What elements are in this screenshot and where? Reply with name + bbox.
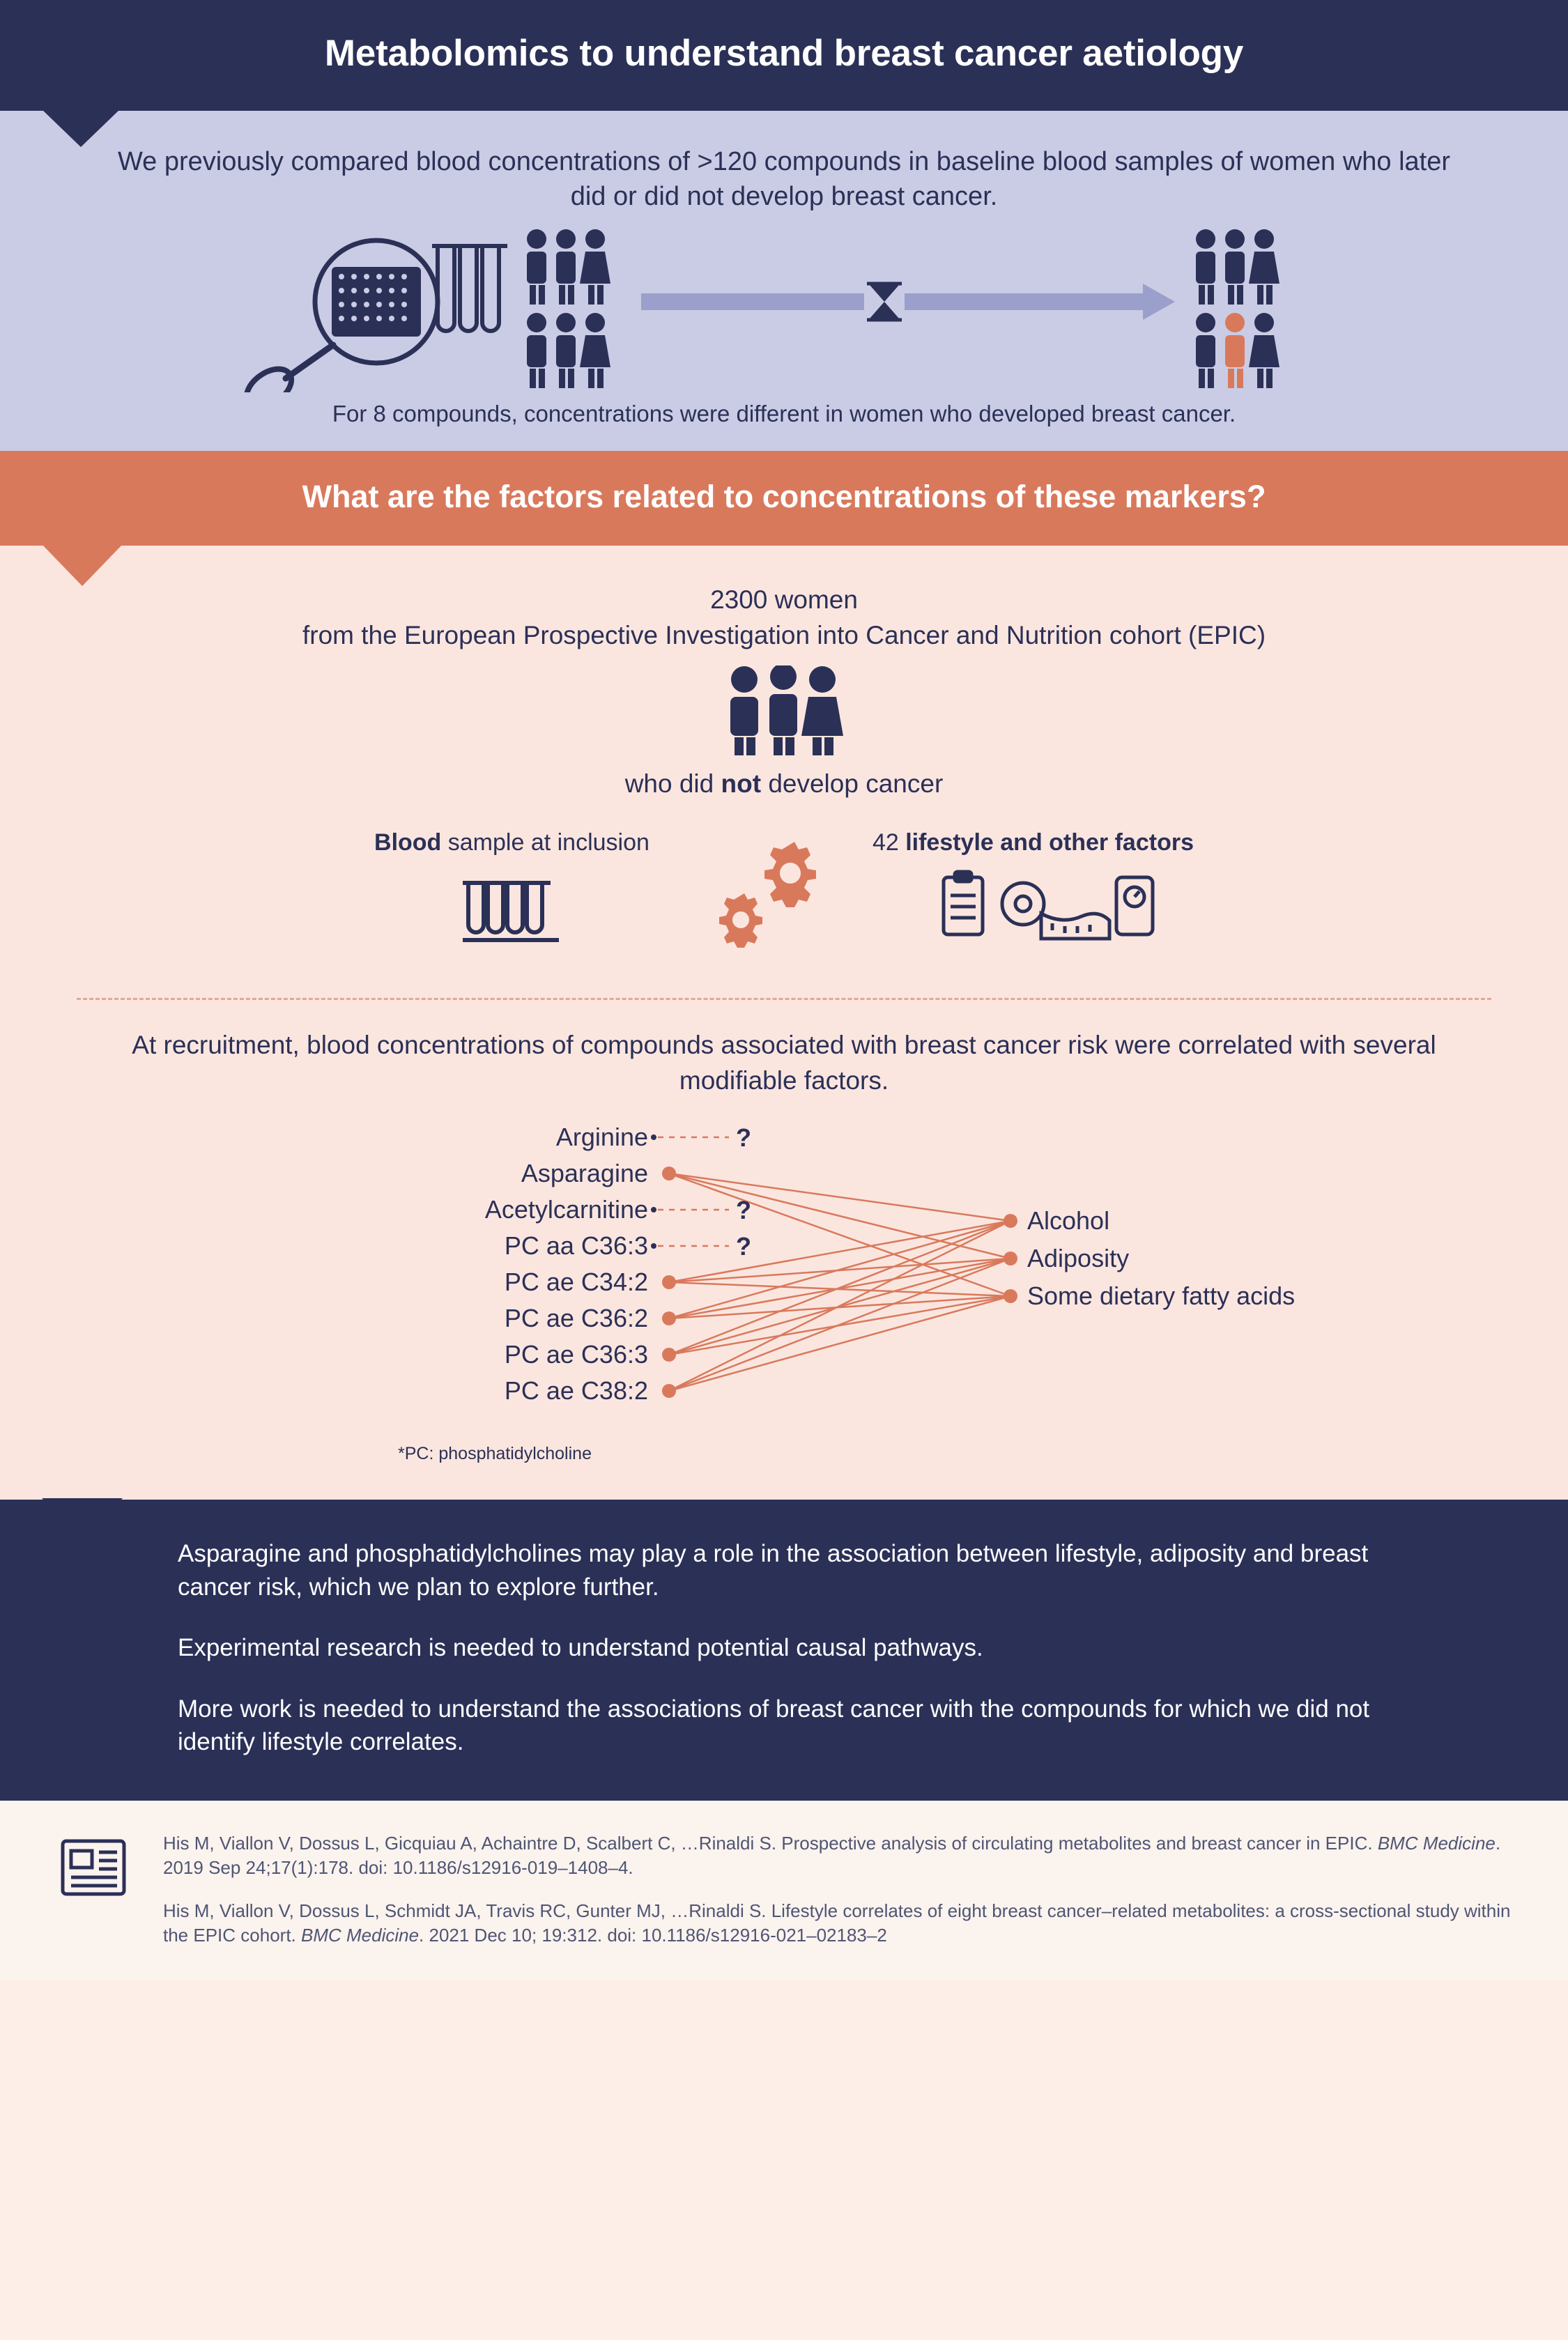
metabolite-node <box>662 1167 676 1180</box>
magnifier-icon <box>240 240 438 392</box>
factor-label: Alcohol <box>1027 1206 1110 1236</box>
conclusions-band <box>0 1500 1568 1801</box>
unknown-marker: ? <box>736 1232 751 1261</box>
reference-pre: His M, Viallon V, Dossus L, Schmidt JA, Travis RC, Gunter MJ, …Rinaldi S. Lifestyle correlates of eight breast cancer–related metabolites: a cross-sectional study within the EPIC cohort. <box>163 1900 1511 1946</box>
metabolite-label: Acetylcarnitine <box>484 1195 648 1224</box>
network-link <box>669 1221 1010 1391</box>
correlation-network <box>56 1116 1512 1479</box>
time-arrow-icon <box>641 282 1175 321</box>
previous-study-band <box>0 111 1568 451</box>
metabolite-small-dot <box>651 1134 656 1140</box>
previous-study-graphic <box>56 218 1512 392</box>
blood-caption-bold: Blood <box>374 829 442 856</box>
network-link <box>669 1173 1010 1221</box>
metabolite-small-dot <box>651 1207 656 1213</box>
page-title: Metabolomics to understand breast cancer aetiology <box>324 33 1244 74</box>
metabolite-node <box>662 1384 676 1398</box>
reference-post: . 2019 Sep 24;17(1):178. doi: 10.1186/s12916-019–1408–4. <box>163 1833 1501 1879</box>
question-text: What are the factors related to concentrations of these markers? <box>302 479 1266 515</box>
metabolite-label: PC ae C36:2 <box>504 1304 648 1333</box>
network-link <box>669 1221 1010 1355</box>
question-band <box>0 451 1568 546</box>
conclusion-item: Experimental research is needed to understand potential causal pathways. <box>178 1634 983 1662</box>
title-band <box>0 0 1568 111</box>
reference-post: . 2021 Dec 10; 19:312. doi: 10.1186/s12916-021–02183–2 <box>419 1925 887 1946</box>
newspaper-icon <box>56 1829 132 1909</box>
clipboard-icon <box>944 872 983 934</box>
lifestyle-caption-bold: lifestyle and other factors <box>905 829 1194 856</box>
network-link <box>669 1296 1010 1391</box>
cohort-count: 2300 women <box>710 585 858 615</box>
test-tubes-icon <box>432 246 507 331</box>
metabolite-label: PC ae C34:2 <box>504 1268 648 1297</box>
section-divider <box>77 998 1491 1000</box>
metabolite-label: PC aa C36:3 <box>504 1231 648 1261</box>
metabolite-label: Arginine <box>555 1123 648 1152</box>
metabolite-node <box>662 1311 676 1325</box>
hourglass-icon <box>864 282 905 321</box>
who-suffix: develop cancer <box>761 769 944 799</box>
pc-footnote: *PC: phosphatidylcholine <box>398 1444 592 1464</box>
title-notch <box>42 109 120 147</box>
conclusions-notch <box>42 1498 123 1540</box>
metabolite-label: PC ae C38:2 <box>504 1376 648 1406</box>
reference-journal: BMC Medicine <box>1377 1833 1496 1854</box>
factor-node <box>1004 1289 1017 1303</box>
lifestyle-caption-prefix: 42 <box>872 829 906 856</box>
gears-icon <box>691 833 831 962</box>
weight-scale-icon <box>1116 877 1153 934</box>
cohort-who-line <box>56 769 1512 799</box>
factor-node <box>1004 1252 1017 1265</box>
previous-study-lead: We previously compared blood concentrations of >120 compounds in baseline blood samples of women who later did or did not develop breast cancer. <box>117 147 1451 212</box>
factor-node <box>1004 1214 1017 1228</box>
references-band <box>0 1801 1568 1980</box>
blood-caption-rest: sample at inclusion <box>441 829 650 856</box>
metabolite-small-dot <box>651 1243 656 1249</box>
reference-journal: BMC Medicine <box>300 1925 420 1946</box>
conclusion-item: More work is needed to understand the associations of breast cancer with the compounds for which we did not identify lifestyle correlates. <box>178 1695 1370 1756</box>
previous-study-result: For 8 compounds, concentrations were different in women who developed breast cancer. <box>332 401 1236 427</box>
cohort-people-icon <box>56 665 1512 760</box>
test-tubes-icon <box>435 868 588 951</box>
factor-label: Some dietary fatty acids <box>1027 1281 1296 1311</box>
blood-column <box>374 829 650 955</box>
unknown-marker: ? <box>736 1123 751 1153</box>
people-group-icon <box>527 229 610 388</box>
metabolite-node <box>662 1275 676 1289</box>
conclusion-item: Asparagine and phosphatidylcholines may play a role in the association between lifestyle, adiposity and breast cancer risk, which we plan to explore further. <box>178 1540 1369 1601</box>
blood-caption <box>374 829 650 856</box>
reference-item <box>163 1899 1512 1948</box>
gears-column <box>691 829 831 966</box>
reference-list <box>163 1829 1512 1948</box>
metabolite-label: PC ae C36:3 <box>504 1340 648 1369</box>
who-bold: not <box>721 769 762 799</box>
study-body-band <box>0 546 1568 1500</box>
reference-pre: His M, Viallon V, Dossus L, Gicquiau A, Achaintre D, Scalbert C, …Rinaldi S. Prospective analysis of circulating metabolites and breast cancer in EPIC. <box>163 1833 1378 1854</box>
metabolite-node <box>662 1348 676 1362</box>
reference-item <box>163 1831 1512 1881</box>
question-notch <box>42 544 123 586</box>
people-group-icon <box>1196 229 1279 388</box>
lifestyle-column <box>873 829 1194 955</box>
measurement-columns <box>56 829 1512 966</box>
metabolite-label: Asparagine <box>521 1159 648 1188</box>
factor-label: Adiposity <box>1027 1244 1130 1273</box>
correlation-intro: At recruitment, blood concentrations of compounds associated with breast cancer risk were correlated with several modifiable factors. <box>132 1031 1436 1095</box>
lifestyle-caption <box>873 829 1194 856</box>
unknown-marker: ? <box>736 1196 751 1225</box>
who-prefix: who did <box>624 769 721 799</box>
tape-measure-icon <box>1002 883 1109 939</box>
cohort-source: from the European Prospective Investigation into Cancer and Nutrition cohort (EPIC) <box>302 621 1266 650</box>
